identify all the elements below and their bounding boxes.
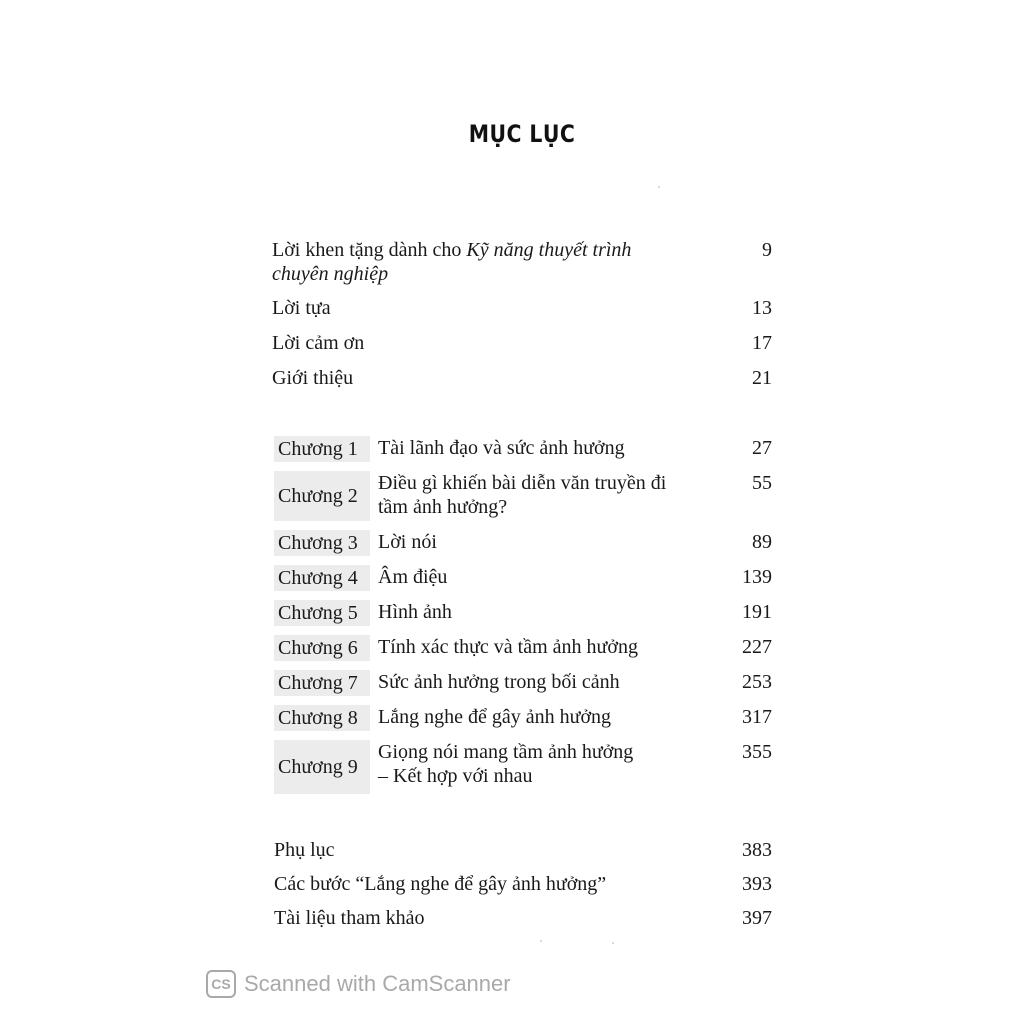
toc-entry-page: 21 xyxy=(752,367,772,389)
watermark-text: Scanned with CamScanner xyxy=(244,971,511,996)
chapter-title-line1: Điều gì khiến bài diễn văn truyền đi xyxy=(378,472,667,494)
chapter-label: Chương 4 xyxy=(274,565,370,591)
chapter-title xyxy=(378,471,678,519)
chapter-label: Chương 3 xyxy=(274,530,370,556)
chapter-page: 139 xyxy=(742,566,772,588)
chapter-page: 355 xyxy=(742,741,772,763)
chapter-page: 191 xyxy=(742,601,772,623)
toc-entry-text-italic: Kỹ năng thuyết trình xyxy=(466,239,632,261)
chapter-label: Chương 1 xyxy=(274,436,370,462)
toc-entry-text: Giới thiệu xyxy=(272,367,354,389)
toc-entry-page: 393 xyxy=(742,873,772,895)
chapter-title: Hình ảnh xyxy=(378,601,452,623)
toc-entry-text-italic-line2: chuyên nghiệp xyxy=(272,263,389,285)
toc-entry-text: Lời cảm ơn xyxy=(272,332,365,354)
chapter-title: Lời nói xyxy=(378,531,437,553)
chapter-page: 55 xyxy=(752,472,772,494)
chapter-title xyxy=(378,740,678,788)
chapter-page: 253 xyxy=(742,671,772,693)
chapter-title: Âm điệu xyxy=(378,566,448,588)
chapter-label: Chương 2 xyxy=(274,471,370,521)
toc-entry-page: 383 xyxy=(742,839,772,861)
chapter-title: Tài lãnh đạo và sức ảnh hưởng xyxy=(378,437,625,459)
chapter-label: Chương 8 xyxy=(274,705,370,731)
scan-speck xyxy=(658,186,660,188)
toc-entry-text: Tài liệu tham khảo xyxy=(274,907,425,929)
scan-speck xyxy=(540,940,542,942)
toc-entry-text xyxy=(272,238,692,286)
chapter-title: Lắng nghe để gây ảnh hưởng xyxy=(378,706,612,728)
chapter-label: Chương 9 xyxy=(274,740,370,794)
page-title: MỤC LỤC xyxy=(468,120,576,148)
camscanner-watermark xyxy=(206,970,511,998)
toc-entry-text: Phụ lục xyxy=(274,839,335,861)
chapter-page: 227 xyxy=(742,636,772,658)
chapter-label: Chương 7 xyxy=(274,670,370,696)
chapter-title: Tính xác thực và tầm ảnh hưởng xyxy=(378,636,638,658)
chapter-page: 27 xyxy=(752,437,772,459)
chapter-title-line1: Giọng nói mang tầm ảnh hưởng xyxy=(378,741,634,763)
chapter-title: Sức ảnh hưởng trong bối cảnh xyxy=(378,671,620,693)
camscanner-logo-icon: CS xyxy=(206,970,236,998)
toc-entry-page: 397 xyxy=(742,907,772,929)
chapter-title-line2: – Kết hợp với nhau xyxy=(378,765,533,787)
scan-speck xyxy=(612,942,614,944)
chapter-title-line2: tầm ảnh hưởng? xyxy=(378,496,508,518)
chapter-page: 89 xyxy=(752,531,772,553)
toc-entry-text-plain: Lời khen tặng dành cho xyxy=(272,239,467,261)
chapter-label: Chương 6 xyxy=(274,635,370,661)
toc-entry-text: Các bước “Lắng nghe để gây ảnh hưởng” xyxy=(274,873,607,895)
toc-entry-page: 17 xyxy=(752,332,772,354)
toc-entry-page: 9 xyxy=(762,239,772,261)
toc-entry-page: 13 xyxy=(752,297,772,319)
chapter-label: Chương 5 xyxy=(274,600,370,626)
toc-entry-text: Lời tựa xyxy=(272,297,331,319)
chapter-page: 317 xyxy=(742,706,772,728)
